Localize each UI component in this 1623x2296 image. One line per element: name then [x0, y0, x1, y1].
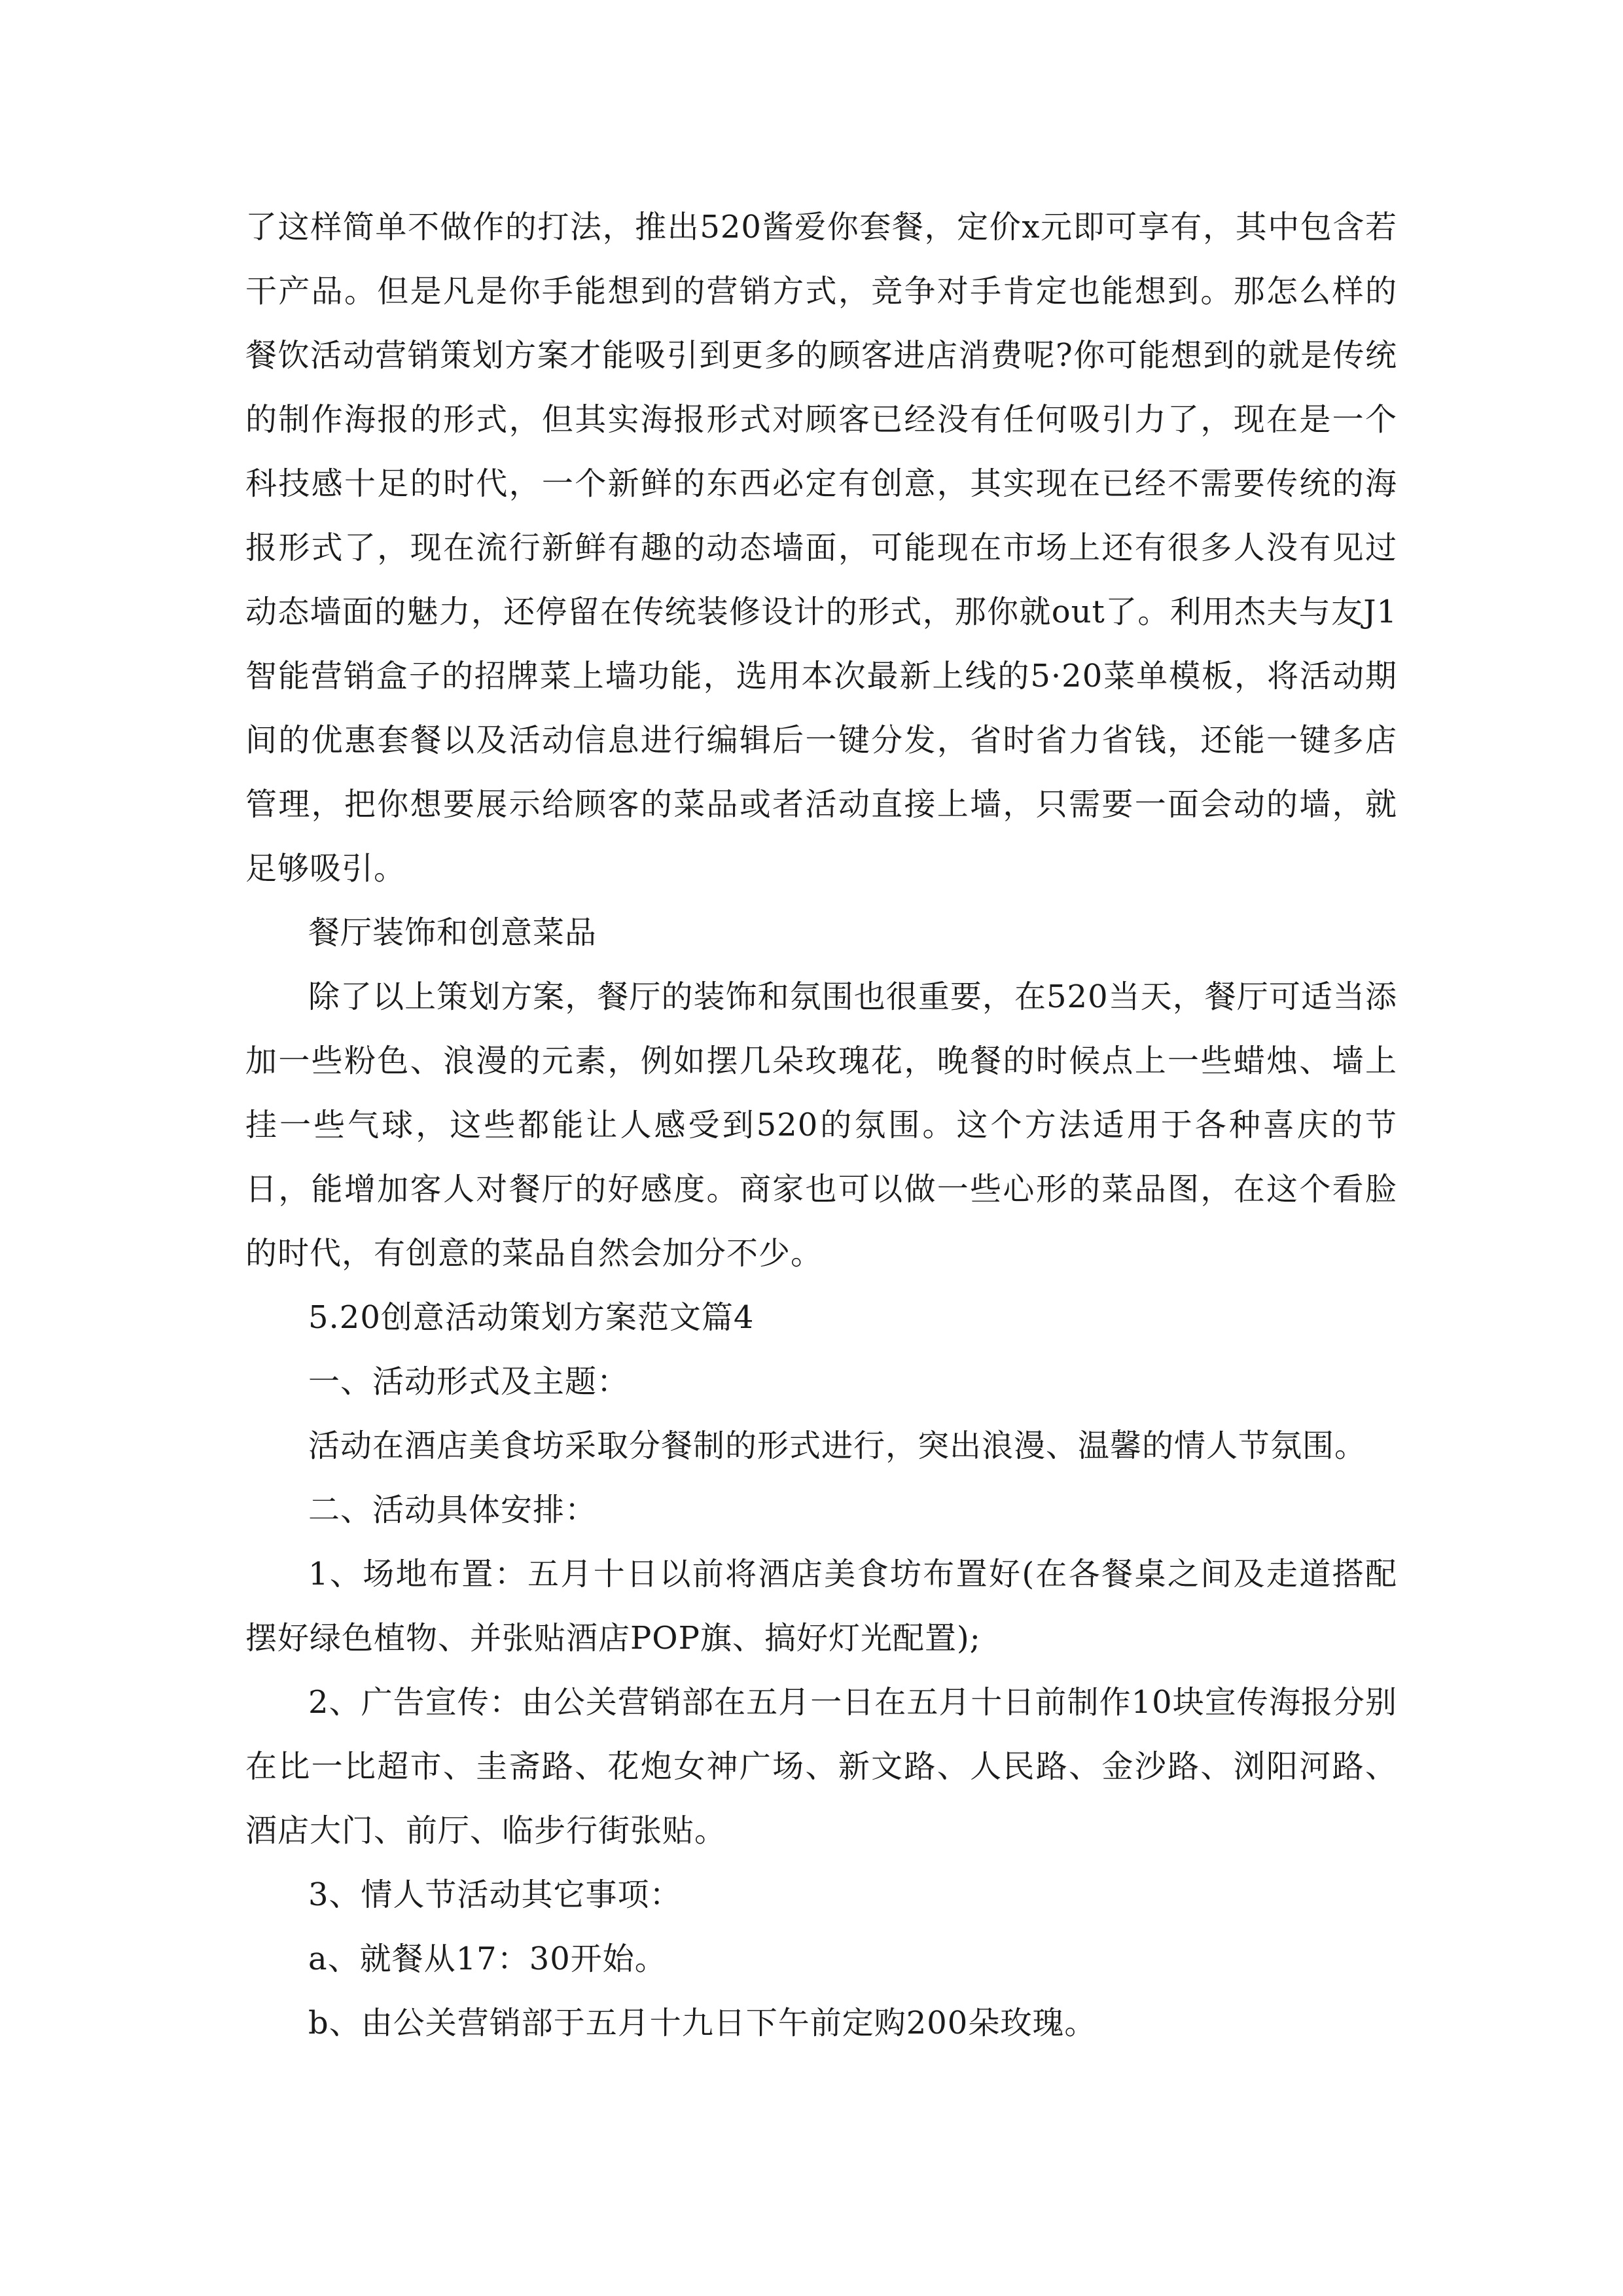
list-item: 1、场地布置：五月十日以前将酒店美食坊布置好(在各餐桌之间及走道搭配摆好绿色植物、并张贴酒店POP旗、搞好灯光配置); — [245, 1556, 1397, 1657]
paragraph: 除了以上策划方案，餐厅的装饰和氛围也很重要，在520当天，餐厅可适当添加一些粉色、浪漫的元素，例如摆几朵玫瑰花，晚餐的时候点上一些蜡烛、墙上挂一些气球，这些都能让人感受到520的氛围。这个方法适用于各种喜庆的节日，能增加客人对餐厅的好感度。商家也可以做一些心形的菜品图，在这个看脸的时代，有创意的菜品自然会加分不少。 — [245, 978, 1397, 1272]
list-item: 2、广告宣传：由公关营销部在五月一日在五月十日前制作10块宣传海报分别在比一比超市、圭斋路、花炮女神广场、新文路、人民路、金沙路、浏阳河路、酒店大门、前厅、临步行街张贴。 — [245, 1684, 1397, 1849]
document-body — [245, 195, 1397, 2055]
list-item: b、由公关营销部于五月十九日下午前定购200朵玫瑰。 — [308, 2005, 1097, 2041]
article-title: 5.20创意活动策划方案范文篇4 — [308, 1299, 755, 1336]
section-heading: 餐厅装饰和创意菜品 — [308, 914, 597, 951]
paragraph: 了这样简单不做作的打法，推出520酱爱你套餐，定价x元即可享有，其中包含若干产品。但是凡是你手能想到的营销方式，竞争对手肯定也能想到。那怎么样的餐饮活动营销策划方案才能吸引到更多的顾客进店消费呢?你可能想到的就是传统的制作海报的形式，但其实海报形式对顾客已经没有任何吸引力了，现在是一个科技感十足的时代，一个新鲜的东西必定有创意，其实现在已经不需要传统的海报形式了，现在流行新鲜有趣的动态墙面，可能现在市场上还有很多人没有见过动态墙面的魅力，还停留在传统装修设计的形式，那你就out了。利用杰夫与友J1智能营销盒子的招牌菜上墙功能，选用本次最新上线的5·20菜单模板，将活动期间的优惠套餐以及活动信息进行编辑后一键分发，省时省力省钱，还能一键多店管理，把你想要展示给顾客的菜品或者活动直接上墙，只需要一面会动的墙，就足够吸引。 — [245, 209, 1397, 887]
list-item: a、就餐从17：30开始。 — [308, 1941, 667, 1977]
paragraph: 活动在酒店美食坊采取分餐制的形式进行，突出浪漫、温馨的情人节氛围。 — [308, 1427, 1367, 1464]
section-heading: 一、活动形式及主题： — [308, 1363, 630, 1400]
section-heading: 二、活动具体安排： — [308, 1492, 597, 1528]
list-item: 3、情人节活动其它事项： — [308, 1876, 682, 1913]
